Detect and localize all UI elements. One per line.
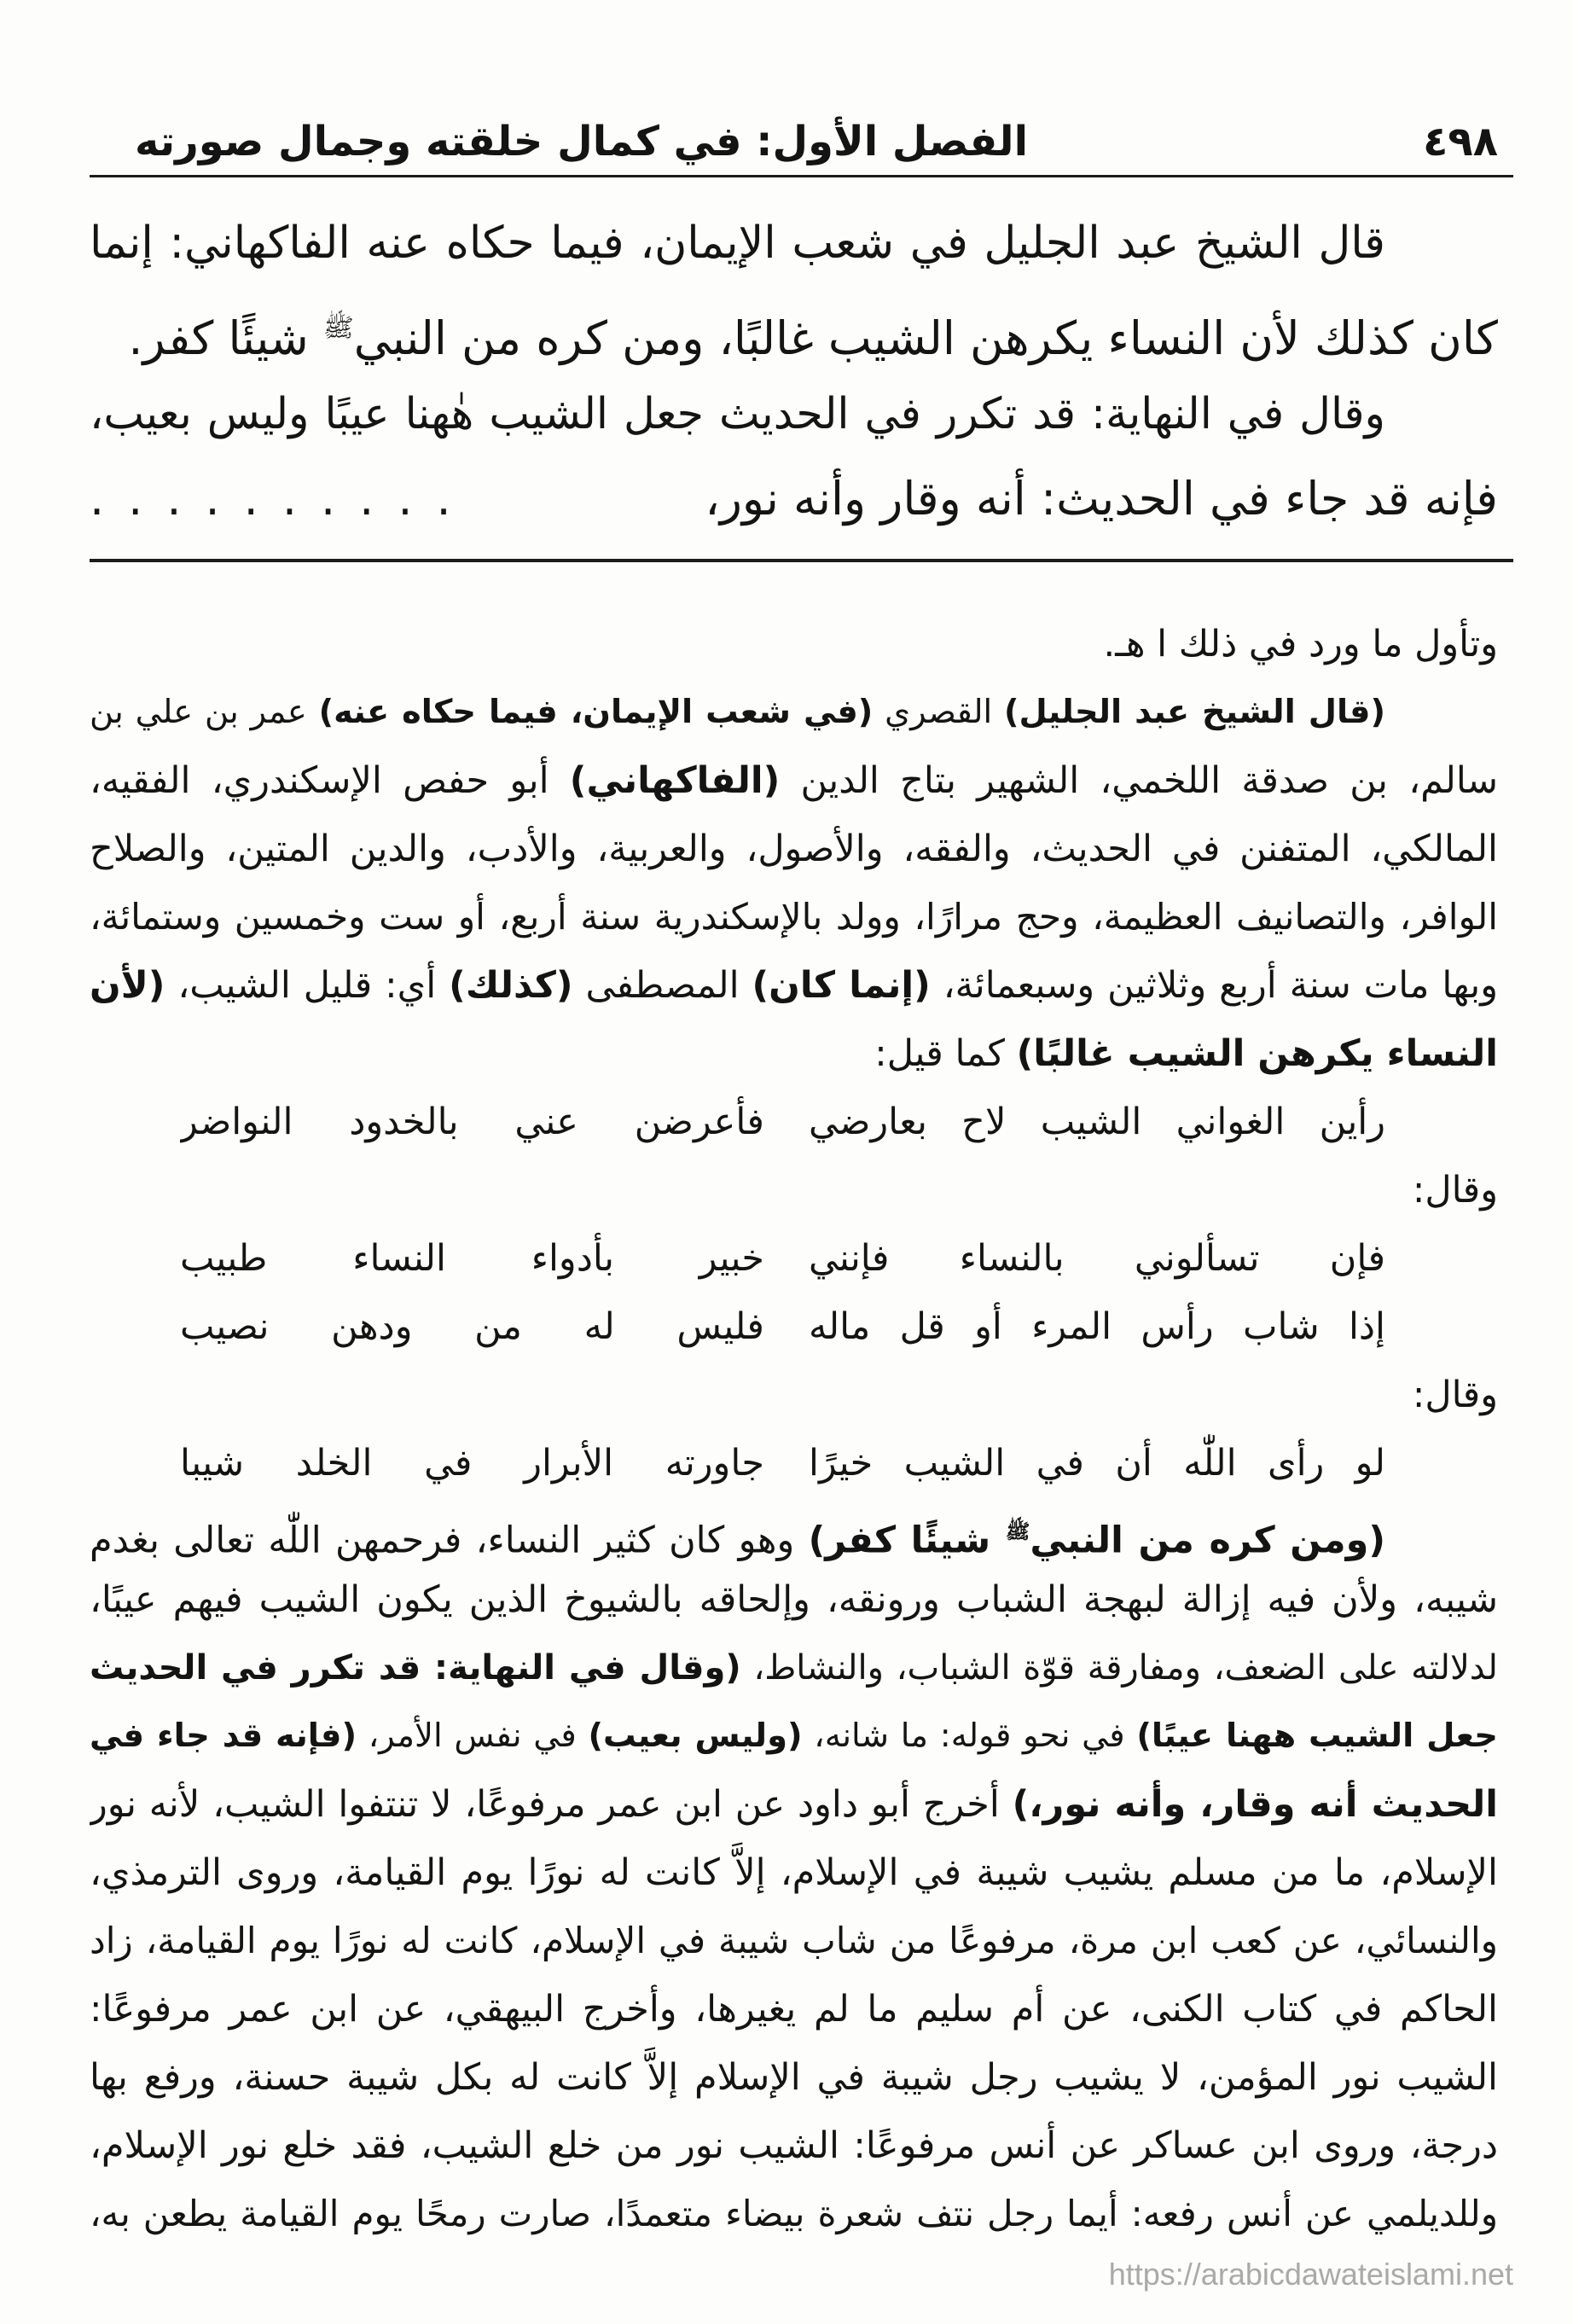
- text-run: قال الشيخ عبد الجليل في شعب الإيمان، فيما حكاه عنه الفاكهاني: إنما: [90, 218, 1385, 269]
- second-hemistich: فأعرضن عني بالخدود النواضر: [180, 1101, 764, 1143]
- text-run: فإنه قد جاء في الحديث: أنه وقار وأنه نور،: [705, 472, 1498, 526]
- text-run: أي: قليل الشيب،: [165, 964, 450, 1007]
- honorific-symbol: ﷺ: [1005, 1519, 1030, 1543]
- text-line: [90, 286, 1498, 371]
- honorific-symbol: ﷺ: [322, 313, 354, 343]
- commentary-paragraph: [90, 610, 1498, 678]
- ellipsis-dots: ..........: [90, 472, 475, 526]
- text-run: وقال في النهاية: قد تكرر في الحديث جعل الشيب هٰهنا عيبًا وليس بعيب،: [90, 388, 1385, 439]
- text-line: [90, 951, 1498, 1020]
- first-hemistich: رأين الغواني الشيب لاح بعارضي: [809, 1101, 1385, 1143]
- text-line: [90, 747, 1498, 815]
- quoted-main-text: (في شعب الإيمان، فيما حكاه عنه): [318, 693, 874, 731]
- text-run: الشيب نور المؤمن، لا يشيب رجل شيبة في الإسلام إلاَّ كانت له بكل شيبة حسنة، ورفع بها: [90, 2056, 1498, 2099]
- text-run: المالكي، المتفنن في الحديث، والفقه، والأصول، والعربية، والأدب، والدين المتين، والصلاح: [90, 828, 1498, 870]
- text-line: [90, 610, 1498, 678]
- poem: [90, 1088, 1498, 1156]
- quoted-main-text: شيئًا كفر): [808, 1519, 1006, 1562]
- text-line: [90, 883, 1498, 951]
- text-line: [90, 371, 1385, 456]
- text-line: [90, 1770, 1498, 1839]
- first-hemistich: إذا شاب رأس المرء أو قل ماله: [809, 1305, 1385, 1348]
- text-run: عمر بن علي بن: [90, 693, 319, 731]
- text-run: وبها مات سنة أربع وثلاثين وسبعمائة،: [930, 964, 1498, 1007]
- text-run: كما قيل:: [874, 1032, 1017, 1075]
- text-line: [90, 1702, 1498, 1770]
- text-line: [90, 1020, 1498, 1088]
- quoted-main-text: (لأن: [90, 964, 165, 1007]
- watermark-url: https://arabicdawateislami.net: [1108, 2257, 1513, 2292]
- text-run: المصطفى: [572, 964, 752, 1007]
- running-header: [90, 109, 1498, 174]
- text-line: [90, 200, 1385, 286]
- poem: [90, 1224, 1498, 1361]
- text-line: [90, 456, 1498, 542]
- quoted-main-text: (قال الشيخ عبد الجليل): [1004, 693, 1385, 731]
- text-line: [90, 1634, 1498, 1702]
- text-line: [90, 1497, 1385, 1566]
- text-line: [90, 678, 1385, 747]
- text-line: [90, 2180, 1498, 2248]
- text-run: الحاكم في كتاب الكنى، عن أم سليم ما لم يغيرها، وأخرج البيهقي، عن ابن عمر مرفوعًا:: [90, 1988, 1498, 2031]
- verse: [90, 1293, 1498, 1361]
- quoted-main-text: (كذلك): [449, 964, 573, 1007]
- main-text: [90, 200, 1498, 542]
- text-run: في نفس الأمر،: [357, 1717, 589, 1755]
- text-run: شيئًا كفر.: [128, 311, 323, 365]
- header-rule: [90, 175, 1513, 177]
- quoted-main-text: (وليس بعيب): [588, 1717, 803, 1755]
- verse: [90, 1224, 1498, 1293]
- main-text-paragraph: [90, 200, 1498, 371]
- commentary-paragraph: [90, 1497, 1498, 2248]
- verse-intro: وقال:: [1412, 1169, 1498, 1211]
- text-run: لدلالته على الضعف، ومفارقة قوّة الشباب، والنشاط،: [740, 1648, 1498, 1688]
- first-hemistich: فإن تسألوني بالنساء فإنني: [809, 1237, 1385, 1280]
- verse-intro: وقال:: [1412, 1374, 1498, 1416]
- second-hemistich: فليس له من ودهن نصيب: [180, 1305, 764, 1348]
- quoted-main-text: (ومن كره من النبي: [1030, 1519, 1385, 1562]
- text-line: [90, 815, 1498, 883]
- quoted-main-text: (وقال في النهاية: قد تكرر في الحديث: [90, 1648, 741, 1688]
- text-line: [90, 1839, 1498, 1907]
- text-line: [90, 2043, 1498, 2112]
- text-run: القصري: [873, 693, 1005, 731]
- quoted-main-text: (فإنه قد جاء في: [90, 1717, 357, 1755]
- quoted-main-text: النساء يكرهن الشيب غالبًا): [1016, 1032, 1498, 1075]
- verse: [90, 1429, 1498, 1497]
- second-hemistich: جاورته الأبرار في الخلد شيبا: [180, 1442, 764, 1484]
- chapter-title: الفصل الأول: في كمال خلقته وجمال صورته: [135, 118, 1029, 166]
- text-line: [90, 1975, 1498, 2043]
- text-run: في نحو قوله: ما شانه،: [802, 1717, 1137, 1755]
- verse: [90, 1088, 1498, 1156]
- text-run: كان كذلك لأن النساء يكرهن الشيب غالبًا، ومن كره من النبي: [353, 311, 1498, 365]
- text-run: أبو حفص الإسكندري، الفقيه،: [90, 759, 570, 802]
- text-run: وتأول ما ورد في ذلك ا هـ.: [1103, 623, 1498, 665]
- text-run: درجة، وروى ابن عساكر عن أنس مرفوعًا: الشيب نور من خلع الشيب، فقد خلع نور الإسلام،: [90, 2124, 1498, 2167]
- text-run: شيبه، ولأن فيه إزالة لبهجة الشباب ورونقه، وإلحاقه بالشيوخ الذين يكون الشيب فيهم عيبًا،: [90, 1578, 1498, 1621]
- text-run: والنسائي، عن كعب ابن مرة، مرفوعًا من شاب شيبة في الإسلام، كانت له نورًا يوم القيامة، زاد: [90, 1920, 1498, 1961]
- text-run: وللديلمي عن أنس رفعه: أيما رجل نتف شعرة بيضاء متعمدًا، صارت رمحًا يوم القيامة يطعن به،: [90, 2193, 1498, 2234]
- text-run: الإسلام، ما من مسلم يشيب شيبة في الإسلام، إلاَّ كانت له نورًا يوم القيامة، وروى الترمذي،: [90, 1851, 1498, 1894]
- text-line: [90, 1566, 1498, 1634]
- first-hemistich: لو رأى اللّٰه أن في الشيب خيرًا: [809, 1442, 1385, 1484]
- commentary: [90, 610, 1498, 2248]
- page-number: ٤٩٨: [1423, 118, 1498, 166]
- main-commentary-separator: [90, 559, 1513, 562]
- poem: [90, 1429, 1498, 1497]
- text-run: وهو كان كثير النساء، فرحمهن اللّٰه تعالى بغدم: [90, 1519, 809, 1562]
- second-hemistich: خبير بأدواء النساء طبيب: [180, 1237, 764, 1280]
- text-line: [90, 1907, 1498, 1975]
- commentary-paragraph: [90, 678, 1498, 1088]
- text-run: أخرج أبو داود عن ابن عمر مرفوعًا، لا تنتفوا الشيب، لأنه نور: [90, 1783, 1013, 1826]
- quoted-main-text: جعل الشيب ههنا عيبًا): [1136, 1717, 1498, 1755]
- quoted-main-text: الحديث أنه وقار، وأنه نور،): [1012, 1783, 1498, 1826]
- quoted-main-text: (إنما كان): [752, 964, 931, 1007]
- text-run: الوافر، والتصانيف العظيمة، وحج مرارًا، وولد بالإسكندرية سنة أربع، أو ست وخمسين وستمائة،: [90, 896, 1498, 938]
- quoted-main-text: (الفاكهاني): [569, 759, 781, 802]
- text-run: سالم، بن صدقة اللخمي، الشهير بتاج الدين: [780, 759, 1498, 802]
- text-line: [90, 2112, 1498, 2180]
- main-text-paragraph: [90, 371, 1498, 542]
